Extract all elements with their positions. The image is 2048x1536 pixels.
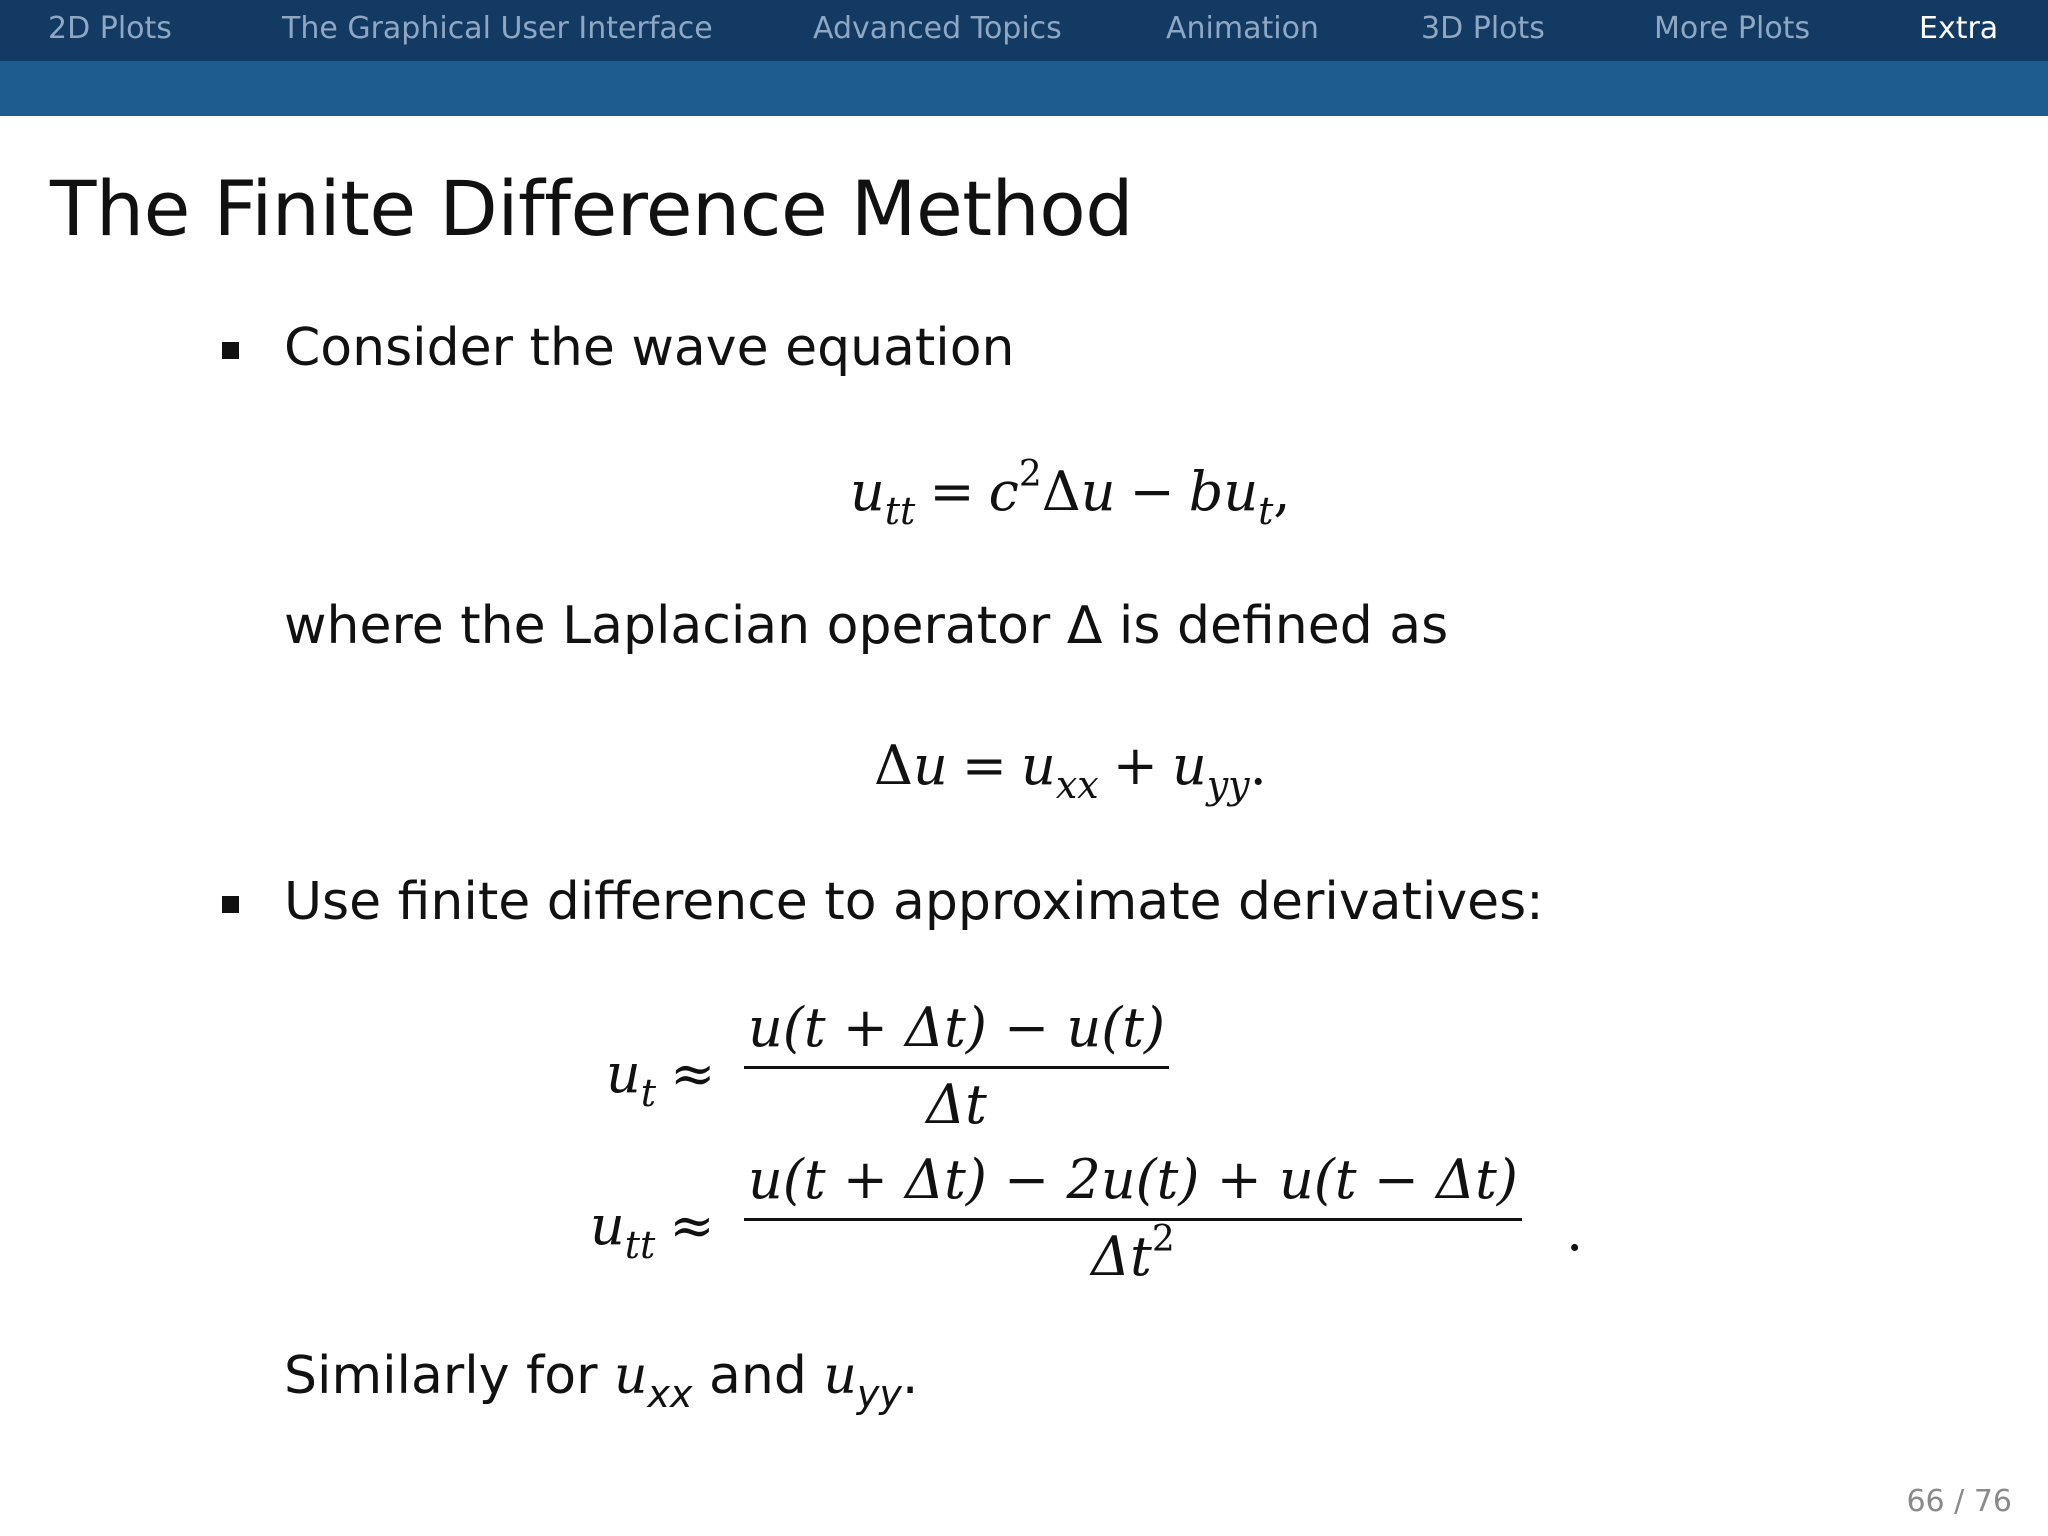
math-operator: ≈ <box>669 1194 715 1257</box>
math-subscript: tt <box>624 1223 656 1267</box>
utt-fraction <box>744 1148 1522 1296</box>
math-subscript: xx <box>647 1372 693 1416</box>
fraction-numerator: u(t + Δt) − u(t) <box>744 996 1169 1069</box>
math-subscript: yy <box>856 1372 902 1416</box>
nav-item-animation[interactable]: Animation <box>1166 11 1319 46</box>
math-punctuation: . <box>901 1346 919 1406</box>
math-symbol: u <box>614 1346 648 1406</box>
header-subbar <box>0 61 2048 116</box>
slide-title: The Finite Difference Method <box>50 164 1133 253</box>
math-subscript: xx <box>1055 763 1099 807</box>
ut-fraction <box>744 996 1169 1137</box>
page-number: 66 / 76 <box>1906 1484 2012 1519</box>
math-operator: ≈ <box>670 1042 716 1105</box>
math-symbol: Δt <box>1091 1225 1152 1288</box>
similarly-prefix: Similarly for <box>284 1346 598 1406</box>
math-symbol: u <box>606 1042 641 1105</box>
bullet-text-wave-equation: Consider the wave equation <box>284 318 1015 378</box>
math-subscript: tt <box>884 489 916 533</box>
math-symbol: Δ <box>874 734 913 797</box>
navigation-bar <box>0 0 2048 61</box>
nav-item-advanced-topics[interactable]: Advanced Topics <box>813 11 1062 46</box>
math-operator: = <box>961 734 1008 797</box>
math-symbol: u <box>590 1194 625 1257</box>
bullet-text-finite-difference: Use finite difference to approximate derivatives: <box>284 872 1544 932</box>
fraction-numerator: u(t + Δt) − 2u(t) + u(t − Δt) <box>744 1148 1522 1221</box>
math-symbol: Δ <box>1041 460 1081 523</box>
wave-equation <box>850 454 1291 533</box>
math-symbol: c <box>988 460 1019 523</box>
utt-lhs <box>590 1194 729 1267</box>
nav-item-more-plots[interactable]: More Plots <box>1654 11 1811 46</box>
math-symbol: u <box>1171 734 1207 797</box>
nav-item-extra[interactable]: Extra <box>1919 11 1999 46</box>
ut-lhs <box>606 1042 729 1115</box>
math-symbol: u <box>913 734 948 797</box>
math-punctuation: . <box>1249 734 1267 797</box>
math-symbol: bu <box>1188 460 1259 523</box>
bullet-marker <box>222 896 239 913</box>
similarly-line <box>284 1346 919 1416</box>
math-operator: − <box>1129 460 1175 523</box>
fraction-denominator <box>744 1221 1522 1296</box>
nav-item-3d-plots[interactable]: 3D Plots <box>1421 11 1545 46</box>
fraction-denominator: Δt <box>926 1073 987 1136</box>
math-symbol: u <box>1021 734 1056 797</box>
math-operator: = <box>929 460 975 523</box>
bullet-marker <box>222 342 239 359</box>
math-symbol: u <box>1080 460 1116 523</box>
nav-item-2d-plots[interactable]: 2D Plots <box>48 11 172 46</box>
math-punctuation: , <box>1273 460 1291 523</box>
math-superscript: 2 <box>1151 1219 1175 1260</box>
math-symbol: u <box>823 1346 857 1406</box>
similarly-and: and <box>709 1346 807 1406</box>
math-superscript: 2 <box>1018 454 1042 495</box>
laplacian-equation <box>874 734 1267 807</box>
math-subscript: t <box>640 1071 657 1115</box>
math-operator: + <box>1112 734 1158 797</box>
utt-period: . <box>1566 1200 1584 1263</box>
math-subscript: t <box>1258 489 1274 533</box>
laplacian-description: where the Laplacian operator Δ is defined as <box>284 596 1449 656</box>
math-symbol: u <box>850 460 885 523</box>
math-subscript: yy <box>1206 763 1250 807</box>
nav-item-gui[interactable]: The Graphical User Interface <box>282 11 713 46</box>
